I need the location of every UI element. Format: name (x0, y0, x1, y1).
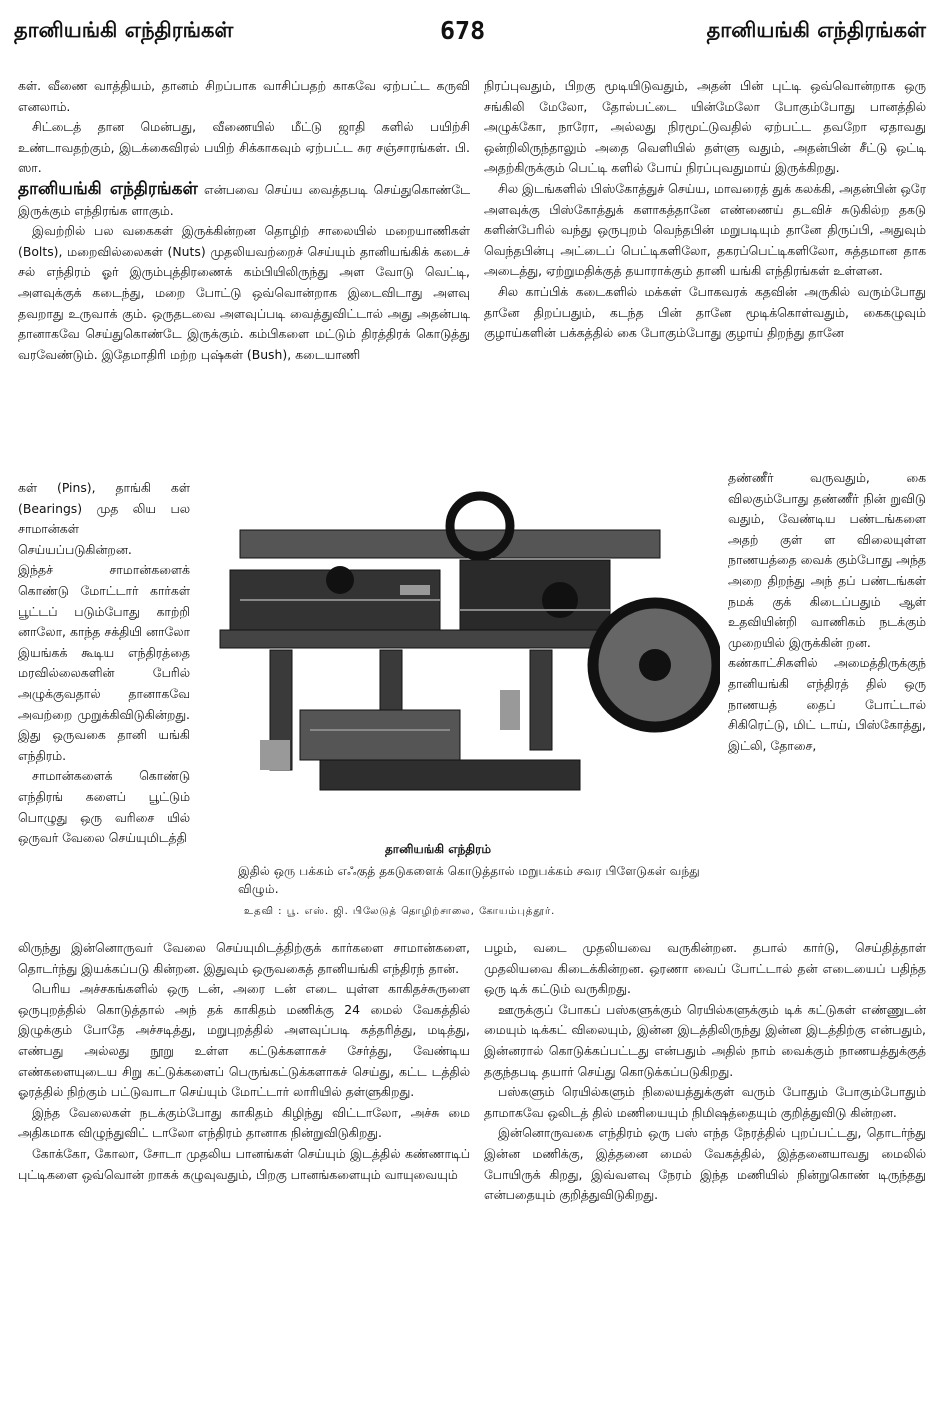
paragraph: சாமான்களைக் கொண்டு எந்திரங் களைப் பூட்டும் பொழுது ஒரு வரிசை யில் ஒருவர் வேலை செய்யுமிடத்தி (18, 768, 190, 846)
running-header-right: தானியங்கி எந்திரங்கள் (706, 18, 926, 42)
paragraph: கோக்கோ, கோலா, சோடா முதலிய பானங்கள் செய்யும் இடத்தில் கண்ணாடிப் புட்டிகளை ஒவ்வொன் றாகக் கழுவுவதும், பிறகு பானங்களையும் வாயுவையும் (18, 1145, 470, 1182)
column-right-bottom (484, 938, 926, 1350)
entry-lead-paragraph (18, 179, 470, 221)
column-left-narrow (18, 478, 190, 950)
paragraph: இந்த வேலைகள் நடக்கும்போது காகிதம் கிழிந்து விட்டாலோ, அச்சு மை அதிகமாக விழுந்துவிட் டாலோ எந்திரம் தானாக நின்றுவிடுகிறது. (18, 1104, 470, 1141)
column-right-narrow (728, 468, 926, 938)
paragraph: ஊருக்குப் போகப் பஸ்களுக்கும் ரெயில்களுக்கும் டிக் கட்டுகள் எண்ணுடன் மையும் டிக்கட் விலையும், இன்ன இடத்திலிருந்து இன்ன இடத்திற்கு என்பதும், இன்னரால் கொடுக்கப்பட்டது என்பதும் அதில் நாம் வைக்கும் நாணயத்துக்குத் தகுந்தபடி தயார் செய்து கொடுக்கப்படுகிறது. (484, 1001, 926, 1079)
paragraph: லிருந்து இன்னொருவர் வேலை செய்யுமிடத்திற்குக் கார்களை சாமான்களை, தொடர்ந்து இயக்கப்படு கின்றன. இதுவும் ஒருவகைத் தானியங்கி எந்திரந் தான். (18, 940, 470, 976)
paragraph: சில காப்பிக் கடைகளில் மக்கள் போகவரக் கதவின் அருகில் வரும்போது தானே திறப்பதும், கடந்த பின் தானே மூடிக்கொள்வதும், கைகழுவும் குழாய்களின் பக்கத்தில் கை போகும்போது குழாய் திறந்து தானே (484, 283, 926, 341)
paragraph: கண்காட்சிகளில் அமைத்திருக்குந் தானியங்கி எந்திரத் தில் ஒரு நாணயத் தைப் போட்டால் சிகிரெட்டு, மிட் டாய், பிஸ்கோத்து, இட்லி, தோசை, (728, 655, 926, 753)
paragraph: இவற்றில் பல வகைகள் இருக்கின்றன தொழிற் சாலையில் மறையாணிகள் (Bolts), மறைவில்லைகள் (Nuts) முதலியவற்றைச் செய்யும் தானியங்கிக் கடைச் சல் எந்திரம் ஓர் இரும்புத்திரணைக் கம்பியிலிருந்து அள வோடு வெட்டி, அளவுக்குக் கடைந்து, மறை போட்டு ஒவ்வொன்றாக இடைவிடாது அளவு தவறாது உருவாக் கும். ஒருதடவை அளவுப்படி வைத்துவிட்டால் அது அதன்படி தானாகவே செய்துகொண்டே இருக்கும். கம்பிகளை மட்டும் திரத்திரக் கொடுத்து வரவேண்டும். இதேமாதிரி மற்ற புஷ்கள் (Bush), கடையாணி (18, 223, 470, 362)
paragraph: கள் (Pins), தாங்கி கள் (Bearings) முத லிய பல சாமான்கள் செய்யப்படுகின்றன. (18, 480, 190, 557)
paragraph: இன்னொருவகை எந்திரம் ஒரு பஸ் எந்த நேரத்தில் புறப்பட்டது, தொடர்ந்து இன்ன மணிக்கு, இத்தனை மைல் வேகத்தில், இத்தனையாவது மைலில் போயிருக் கிறது, இவ்வளவு நேரம் இந்த மணியில் நின்றுகொண் டிருந்தது என்பதையும் குறித்துவிடுகிறது. (484, 1125, 926, 1203)
column-right-top (484, 76, 926, 476)
figure-credit: உதவி : பூ. எஸ். ஜி. பிலேடுத் தொழிற்சாலை, கோயம்புத்தூர். (244, 906, 556, 917)
machine-photograph (200, 490, 720, 830)
figure-caption-description: இதில் ஒரு பக்கம் எஃகுத் தகடுகளைக் கொடுத்தால் மறுபக்கம் சவர பிளேடுகள் வந்து விழும். (238, 864, 700, 896)
figure-caption-title: தானியங்கி எந்திரம் (384, 842, 491, 856)
paragraph: இந்தச் சாமான்களைக் கொண்டு மோட்டார் கார்கள் பூட்டப் படும்போது காற்றி னாலோ, காந்த சக்தியி னாலோ இயங்கக் கூடிய எந்திரத்தை மரவில்லைகளின் பேரில் அழுக்குவதால் தானாகவே அவற்றை முறுக்கிவிடுகின்றது. இது ஒருவகை தானி யங்கி எந்திரம். (18, 562, 190, 763)
paragraph: சில இடங்களில் பிஸ்கோத்துச் செய்ய, மாவரைத் துக் கலக்கி, அதன்பின் ஒரே அளவுக்கு பிஸ்கோத்துக் களாகத்தானே எண்ணைய் தடவிச் சுடுகில்ற தகடு களின்பேரில் வந்து ஒருபுறம் வெந்தபின் மறுபடியும் தானே திருப்பி, அதுவும் வெந்தபின்பு அட்டைப் பெட்டிகளிலோ, தகரப்பெட்டிகளிலோ, சுத்தமான தாக அடைத்து, ஏற்றுமதிக்குத் தயாராக்கும் தானி யங்கி எந்திரங்கள் உள்ளன. (484, 180, 926, 279)
page-number: 678 (440, 16, 486, 45)
paragraph: பஸ்களும் ரெயில்களும் நிலையத்துக்குள் வரும் போதும் போகும்போதும் தாமாகவே ஒலிடத் தில் மணியையும் நிமிஷத்தையும் குறித்துவிடு கின்றன. (484, 1084, 926, 1120)
paragraph: சிட்டைத் தான மென்பது, வீணையில் மீட்டு ஜாதி களில் பயிற்சி உண்டாவதற்கும், இடக்கைவிரல் பயிற் சிக்காகவும் ஏற்பட்ட சுர சஞ்சாரங்கள். பி. ஸா. (18, 119, 470, 176)
entry-lead-text: என்பவை செய்ய வைத்தபடி செய்துகொண்டே இருக்கும் எந்திரங்க ளாகும். (18, 181, 470, 218)
paragraph: நிரப்புவதும், பிறகு மூடியிடுவதும், அதன் பின் புட்டி ஒவ்வொன்றாக ஒரு சங்கிலி மேலோ, தோல்பட்டை யின்மேலோ போகும்போது பானத்தில் அழுக்கோ, நாரோ, அல்லது நிரமூட்டுவதில் ஏற்பட்ட தவறோ ஏதாவது ஒன்றிலிருந்தாலும் அதை வெளியில் தள்ளு வதும், அதன்பின் சீட்டு ஒட்டி அதற்கிருக்கும் பெட்டி களில் போய் நிரப்புவதுமாய் இருக்கிறது. (484, 78, 926, 176)
paragraph: பெரிய அச்சகங்களில் ஒரு டன், அரை டன் எடை யுள்ள காகிதச்சுருளை ஒருபுறத்தில் கொடுத்தால் அந் தக் காகிதம் மணிக்கு 24 மைல் வேகத்தில் இழுக்கும் போதே அச்சடித்து, மறுபுறத்தில் அளவுப்படி கத்தரித்து, மடித்து, எண்பது அல்லது நூறு உள்ள கட்டுக்களாகச் சேர்த்து, வேண்டிய எண்களையுடைய சிறு கட்டுக்களைப் பெருங்கட்டுக்களாகச் செய்து, கட்ட டத்தில் ஓரத்தில் நிற்கும் பட்டுவாடா செய்யும் மோட்டார் லாரியில் தள்ளுகிறது. (18, 981, 470, 1100)
paragraph: கள். வீணை வாத்தியம், தானம் சிறப்பாக வாசிப்பதற் காகவே ஏற்பட்ட கருவி எனலாம். (18, 78, 470, 114)
paragraph: தண்ணீர் வருவதும், கை விலகும்போது தண்ணீர் நின் றுவிடு வதும், வேண்டிய பண்டங்களை அதற் குள் ள விலையுள்ள நாணயத்தை வைக் கும்போது அந்த அறை திறந்து அந் தப் பண்டங்கள் நமக் குக் கிடைப்பதும் ஆள் உதவியின்றி வாணிகம் நடக்கும் முறையில் இருக்கின் றன. (728, 470, 926, 650)
paragraph: பழம், வடை முதலியவை வருகின்றன. தபால் கார்டு, செய்தித்தாள் முதலியவை கிடைக்கின்றன. ஒரணா வைப் போட்டால் தன் எடையைப் பதிந்த ஒரு டிக் கட்டும் வருகிறது. (484, 940, 926, 997)
running-header-left: தானியங்கி எந்திரங்கள் (14, 18, 234, 42)
column-left-top (18, 76, 470, 496)
entry-headword: தானியங்கி எந்திரங்கள் (18, 178, 198, 199)
automatic-machine-image (200, 490, 720, 830)
column-left-bottom (18, 938, 470, 1408)
